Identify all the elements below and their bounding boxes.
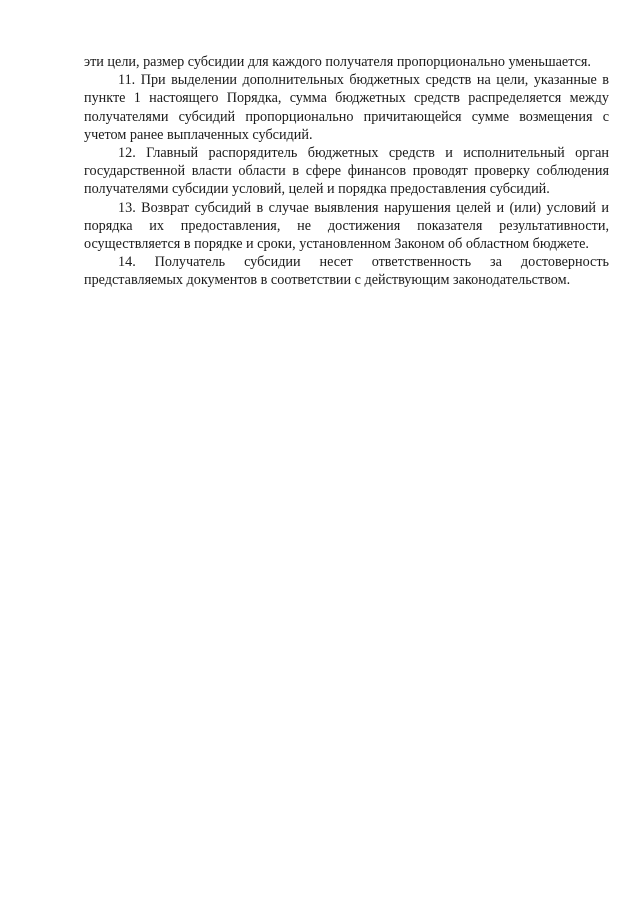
paragraph-item-11: 11. При выделении дополнительных бюджетных средств на цели, указанные в пункте 1 настоящего Порядка, сумма бюджетных средств распределяется между получателями субсидий пропорционально причитающейся сумме возмещения с учетом ранее выплаченных субсидий. (84, 72, 609, 143)
paragraph-item-14: 14. Получатель субсидии несет ответственность за достоверность представляемых документов в соответствии с действующим законодательством. (84, 254, 609, 289)
document-body (84, 53, 609, 290)
paragraph-item-13: 13. Возврат субсидий в случае выявления нарушения целей и (или) условий и порядка их предоставления, не достижения показателя результативности, осуществляется в порядке и сроки, установленном Законом об областном бюджете. (84, 199, 609, 253)
paragraph-continuation: эти цели, размер субсидии для каждого получателя пропорционально уменьшается. (84, 54, 591, 70)
paragraph-item-12: 12. Главный распорядитель бюджетных средств и исполнительный орган государственной власти области в сфере финансов проводят проверку соблюдения получателями субсидии условий, целей и порядка предоставления субсидий. (84, 145, 609, 198)
